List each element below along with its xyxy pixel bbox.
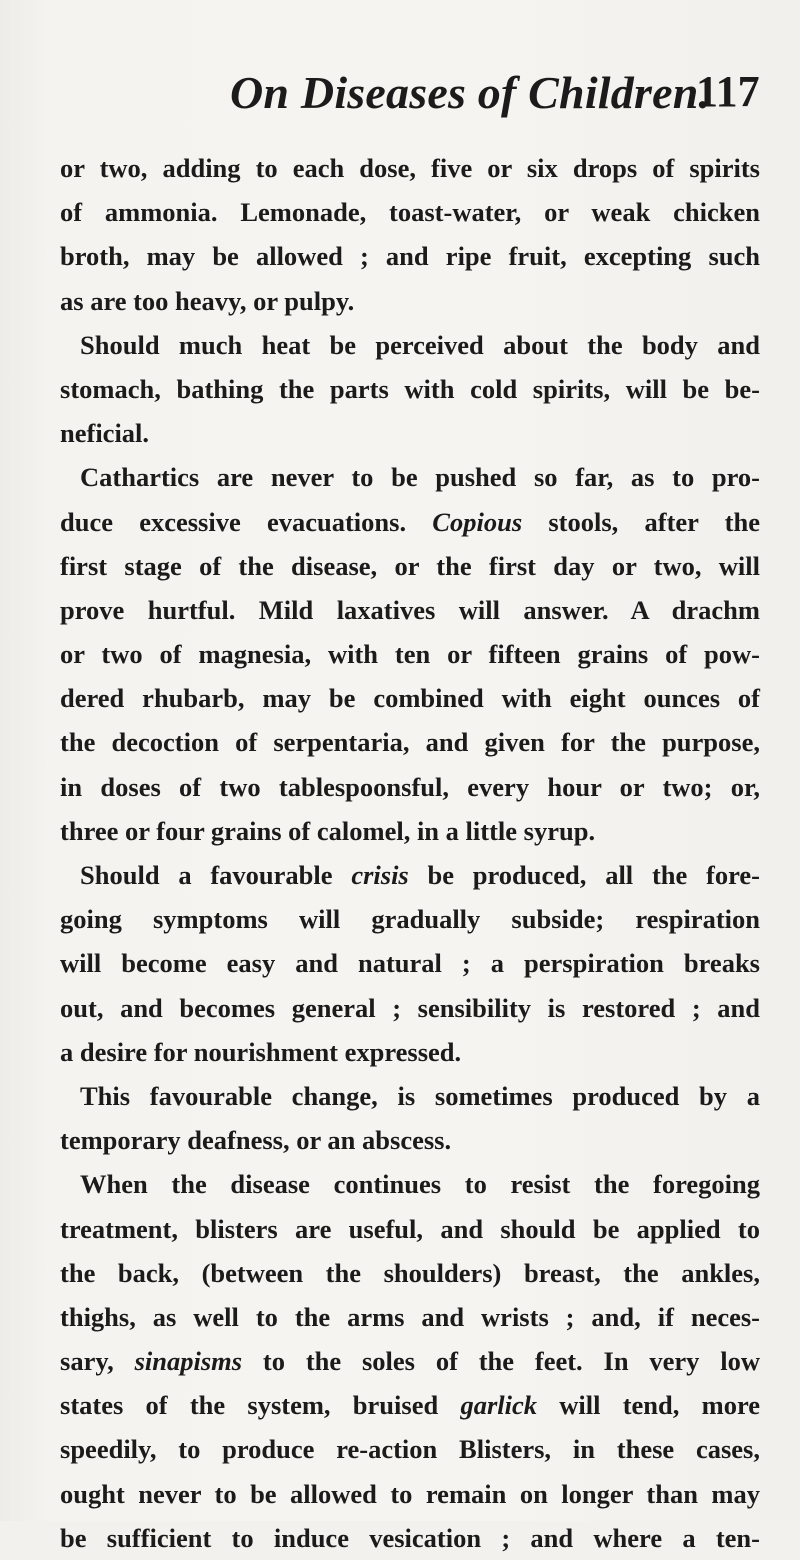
text-segment: to the soles of the feet. In very low: [242, 1346, 760, 1377]
text-line: first stage of the disease, or the first day or two, will: [60, 550, 760, 581]
text-segment: states of the system, bruised: [60, 1390, 461, 1421]
text-segment: be produced, all the fore-: [408, 860, 760, 890]
page-number: 117: [696, 67, 760, 116]
text-line: Should much heat be perceived about the body and: [80, 329, 760, 360]
text-line: will become easy and natural ; a perspiration breaks: [60, 948, 760, 979]
text-line: Cathartics are never to be pushed so far, as to pro-: [80, 462, 760, 493]
text-line: broth, may be allowed ; and ripe fruit, excepting such: [60, 241, 760, 272]
text-line: of ammonia. Lemonade, toast-water, or weak chicken: [60, 197, 760, 228]
text-line: [60, 500, 760, 544]
running-head: [0, 66, 800, 126]
text-line: neficial.: [60, 418, 150, 449]
text-line: prove hurtful. Mild laxatives will answer. A drachm: [60, 594, 760, 625]
text-line: in doses of two tablespoonsful, every hour or two; or,: [60, 771, 760, 802]
text-segment: sary,: [60, 1346, 135, 1377]
text-segment: duce excessive evacuations.: [60, 506, 433, 537]
text-line: When the disease continues to resist the foregoing: [80, 1169, 760, 1200]
text-line: or two, adding to each dose, five or six drops of spirits: [60, 153, 760, 183]
text-line: going symptoms will gradually subside; respiration: [60, 904, 760, 935]
italic-term: crisis: [351, 860, 409, 890]
text-line: This favourable change, is sometimes produced by a: [80, 1080, 760, 1111]
text-line: dered rhubarb, may be combined with eight ounces of: [60, 683, 760, 714]
text-line: speedily, to produce re-action Blisters, in these cases,: [60, 1434, 760, 1465]
text-segment: will tend, more: [537, 1390, 760, 1421]
text-line: ought never to be allowed to remain on longer than may: [60, 1478, 760, 1509]
text-line: temporary deafness, or an abscess.: [60, 1125, 452, 1156]
text-line: [60, 1383, 760, 1427]
text-line: treatment, blisters are useful, and should be applied to: [60, 1213, 760, 1244]
text-line: as are too heavy, or pulpy.: [60, 285, 355, 316]
body-text: [60, 146, 760, 1560]
italic-term: sinapisms: [134, 1346, 243, 1377]
text-line: stomach, bathing the parts with cold spirits, will be be-: [60, 373, 760, 404]
text-line: the back, (between the shoulders) breast, the ankles,: [60, 1257, 760, 1288]
text-line: a desire for nourishment expressed.: [60, 1036, 462, 1067]
text-line: or two of magnesia, with ten or fifteen grains of pow-: [60, 639, 760, 670]
text-line: [60, 1339, 760, 1383]
italic-term: Copious: [432, 506, 523, 537]
text-line: out, and becomes general ; sensibility is restored ; and: [60, 992, 760, 1023]
text-line: [60, 853, 760, 897]
italic-term: garlick: [460, 1390, 537, 1421]
text-line: the decoction of serpentaria, and given for the purpose,: [60, 727, 760, 758]
text-segment: Should a favourable: [80, 860, 352, 890]
text-segment: stools, after the: [522, 506, 760, 537]
text-line: thighs, as well to the arms and wrists ; and, if neces-: [60, 1301, 760, 1332]
running-title: On Diseases of Children.: [230, 67, 711, 118]
text-line: three or four grains of calomel, in a little syrup.: [60, 815, 596, 846]
text-line: be sufficient to induce vesication ; and where a ten-: [60, 1522, 760, 1553]
